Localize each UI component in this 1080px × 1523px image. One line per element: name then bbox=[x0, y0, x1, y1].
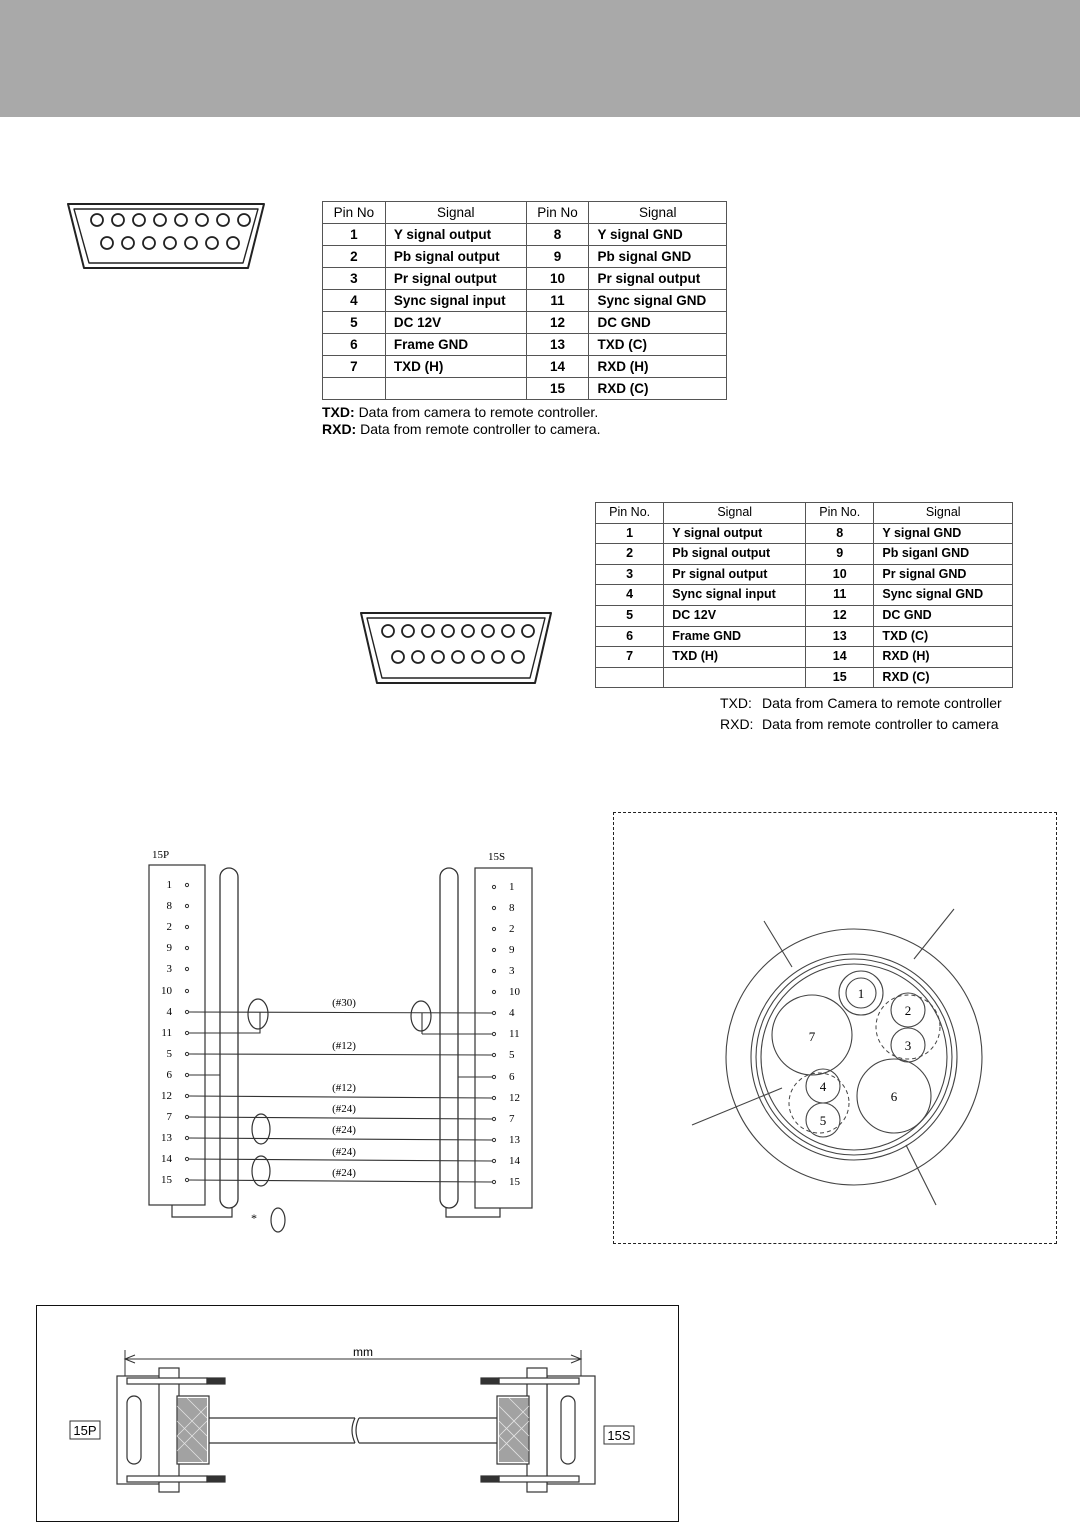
table-row bbox=[596, 605, 1013, 626]
col-header-signal: Signal bbox=[589, 202, 727, 224]
dsub-connector-middle bbox=[355, 607, 557, 689]
signal-cell: Pb siganl GND bbox=[874, 544, 1013, 565]
table-row bbox=[323, 378, 727, 400]
left-pin-label: 3 bbox=[166, 963, 172, 975]
conductor-label: 6 bbox=[890, 1089, 898, 1104]
table-row bbox=[596, 626, 1013, 647]
right-pin-label: 7 bbox=[509, 1113, 515, 1125]
signal-cell: TXD (C) bbox=[874, 626, 1013, 647]
right-plug bbox=[481, 1368, 595, 1492]
wiring-left-label: 15P bbox=[152, 849, 170, 861]
wiring-right-label: 15S bbox=[488, 851, 506, 863]
signal-cell: RXD (C) bbox=[874, 667, 1013, 688]
right-pin-label: 10 bbox=[509, 986, 520, 998]
left-pin-label: 1 bbox=[166, 879, 172, 891]
right-pin-label: 15 bbox=[509, 1176, 520, 1188]
pin-cell: 15 bbox=[526, 378, 589, 400]
wire-label: (#24) bbox=[332, 1167, 356, 1179]
signal-cell: Y signal GND bbox=[874, 523, 1013, 544]
header-band bbox=[0, 0, 1080, 117]
signal-cell: Sync signal input bbox=[385, 290, 526, 312]
pin-cell: 5 bbox=[596, 605, 664, 626]
col-header-signal: Signal bbox=[385, 202, 526, 224]
pin-cell: 10 bbox=[526, 268, 589, 290]
pin-cell: 2 bbox=[323, 246, 386, 268]
pin-table-1 bbox=[322, 201, 727, 400]
conductor-label: 2 bbox=[904, 1003, 912, 1018]
pin-cell: 4 bbox=[323, 290, 386, 312]
left-pin-label: 2 bbox=[166, 921, 172, 933]
pin-cell: 8 bbox=[806, 523, 874, 544]
left-pin-label: 8 bbox=[166, 900, 172, 912]
left-pin-label: 4 bbox=[166, 1006, 172, 1018]
table-row bbox=[323, 268, 727, 290]
right-pin-label: 2 bbox=[509, 923, 515, 935]
txd-label: TXD: bbox=[720, 695, 752, 711]
signal-cell: RXD (C) bbox=[589, 378, 727, 400]
pin-cell: 9 bbox=[526, 246, 589, 268]
col-header-pin: Pin No. bbox=[806, 503, 874, 524]
right-pin-label: 6 bbox=[509, 1071, 515, 1083]
left-pin-label: 11 bbox=[161, 1027, 172, 1039]
rxd-description: Data from remote controller to camera bbox=[762, 716, 999, 732]
signal-cell: Pb signal output bbox=[664, 544, 806, 565]
signal-cell: RXD (H) bbox=[589, 356, 727, 378]
pin-cell: 11 bbox=[526, 290, 589, 312]
pin-cell bbox=[323, 378, 386, 400]
table-row bbox=[596, 523, 1013, 544]
left-pin-label: 10 bbox=[161, 985, 172, 997]
table-row bbox=[596, 647, 1013, 668]
pin-cell: 9 bbox=[806, 544, 874, 565]
table-row bbox=[323, 224, 727, 246]
pin-cell: 1 bbox=[596, 523, 664, 544]
table-row bbox=[596, 585, 1013, 606]
pin-cell: 12 bbox=[806, 605, 874, 626]
signal-cell: Pb signal output bbox=[385, 246, 526, 268]
pin-cell: 3 bbox=[596, 564, 664, 585]
signal-cell: Frame GND bbox=[664, 626, 806, 647]
dsub-connector-top bbox=[62, 198, 270, 274]
right-pin-label: 14 bbox=[509, 1155, 520, 1167]
left-shield bbox=[220, 868, 238, 1208]
cable-assembly-drawing bbox=[37, 1306, 678, 1521]
pin-cell: 11 bbox=[806, 585, 874, 606]
pin-cell: 14 bbox=[806, 647, 874, 668]
pin-cell: 13 bbox=[526, 334, 589, 356]
left-pin-label: 9 bbox=[166, 942, 172, 954]
pin-cell: 3 bbox=[323, 268, 386, 290]
wiring-diagram bbox=[120, 840, 560, 1240]
wiring-footnote-marker: * bbox=[251, 1211, 257, 1225]
table2-notes bbox=[720, 693, 1002, 735]
right-shield bbox=[440, 868, 458, 1208]
left-pin-label: 5 bbox=[166, 1048, 172, 1060]
pin-cell: 10 bbox=[806, 564, 874, 585]
col-header-signal: Signal bbox=[664, 503, 806, 524]
cable-cross-section bbox=[614, 813, 1056, 1243]
rxd-description: Data from remote controller to camera. bbox=[360, 421, 601, 437]
table-row bbox=[323, 246, 727, 268]
left-plug bbox=[117, 1368, 225, 1492]
signal-cell: TXD (H) bbox=[385, 356, 526, 378]
signal-cell: DC GND bbox=[589, 312, 727, 334]
rxd-label: RXD: bbox=[322, 421, 357, 437]
conductor-label: 5 bbox=[819, 1113, 827, 1128]
txd-description: Data from Camera to remote controller bbox=[762, 695, 1002, 711]
right-connector-box bbox=[475, 868, 532, 1208]
pin-cell: 1 bbox=[323, 224, 386, 246]
table1-notes bbox=[322, 404, 601, 438]
right-pin-label: 8 bbox=[509, 902, 515, 914]
pin-cell: 6 bbox=[596, 626, 664, 647]
table-row bbox=[596, 667, 1013, 688]
pin-cell: 4 bbox=[596, 585, 664, 606]
dimension-label: mm bbox=[353, 1345, 373, 1359]
signal-cell: RXD (H) bbox=[874, 647, 1013, 668]
left-connector-box bbox=[149, 865, 205, 1205]
signal-cell: Frame GND bbox=[385, 334, 526, 356]
signal-cell: Pb signal GND bbox=[589, 246, 727, 268]
cable-left-label: 15P bbox=[73, 1423, 97, 1438]
signal-cell: Pr signal GND bbox=[874, 564, 1013, 585]
rxd-label: RXD: bbox=[720, 716, 754, 732]
conductor-label: 4 bbox=[819, 1079, 827, 1094]
signal-cell: TXD (C) bbox=[589, 334, 727, 356]
left-pin-label: 12 bbox=[161, 1090, 172, 1102]
left-pin-label: 13 bbox=[161, 1132, 172, 1144]
col-header-signal: Signal bbox=[874, 503, 1013, 524]
right-pin-label: 9 bbox=[509, 944, 515, 956]
pin-cell: 2 bbox=[596, 544, 664, 565]
signal-cell: Sync signal input bbox=[664, 585, 806, 606]
pin-cell bbox=[596, 667, 664, 688]
wire-label: (#30) bbox=[332, 997, 356, 1009]
conductor-label: 1 bbox=[857, 986, 865, 1001]
table-row bbox=[323, 334, 727, 356]
txd-description: Data from camera to remote controller. bbox=[358, 404, 599, 420]
txd-label: TXD: bbox=[322, 404, 355, 420]
signal-cell: Pr signal output bbox=[664, 564, 806, 585]
table-row bbox=[323, 290, 727, 312]
pin-cell: 7 bbox=[596, 647, 664, 668]
right-pin-label: 11 bbox=[509, 1028, 520, 1040]
right-pin-label: 3 bbox=[509, 965, 515, 977]
signal-cell: TXD (H) bbox=[664, 647, 806, 668]
wire-label: (#12) bbox=[332, 1040, 356, 1052]
signal-cell: Y signal output bbox=[664, 523, 806, 544]
signal-cell: Sync signal GND bbox=[589, 290, 727, 312]
right-pin-label: 13 bbox=[509, 1134, 520, 1146]
signal-cell: DC GND bbox=[874, 605, 1013, 626]
signal-cell: Y signal GND bbox=[589, 224, 727, 246]
pin-cell: 7 bbox=[323, 356, 386, 378]
right-pin-label: 1 bbox=[509, 881, 515, 893]
pin-cell: 13 bbox=[806, 626, 874, 647]
conductor-label: 3 bbox=[904, 1038, 912, 1053]
left-pin-label: 6 bbox=[166, 1069, 172, 1081]
col-header-pin: Pin No. bbox=[596, 503, 664, 524]
pin-table-2 bbox=[595, 502, 1013, 688]
table-row bbox=[596, 564, 1013, 585]
wire-label: (#12) bbox=[332, 1082, 356, 1094]
pin-cell: 6 bbox=[323, 334, 386, 356]
pin-cell: 14 bbox=[526, 356, 589, 378]
conductor-label: 7 bbox=[808, 1029, 816, 1044]
signal-cell bbox=[385, 378, 526, 400]
right-pin-label: 4 bbox=[509, 1007, 515, 1019]
signal-cell: Y signal output bbox=[385, 224, 526, 246]
pin-cell: 8 bbox=[526, 224, 589, 246]
right-pin-label: 5 bbox=[509, 1049, 515, 1061]
signal-cell bbox=[664, 667, 806, 688]
wire-label: (#24) bbox=[332, 1146, 356, 1158]
wire-label: (#24) bbox=[332, 1124, 356, 1136]
table-row bbox=[596, 544, 1013, 565]
pin-cell: 12 bbox=[526, 312, 589, 334]
signal-cell: DC 12V bbox=[385, 312, 526, 334]
left-pin-label: 14 bbox=[161, 1153, 172, 1165]
table-row bbox=[323, 312, 727, 334]
signal-cell: Pr signal output bbox=[589, 268, 727, 290]
wire-label: (#24) bbox=[332, 1103, 356, 1115]
cable-right-label: 15S bbox=[607, 1428, 631, 1443]
signal-cell: Sync signal GND bbox=[874, 585, 1013, 606]
left-pin-label: 15 bbox=[161, 1174, 172, 1186]
col-header-pin: Pin No bbox=[526, 202, 589, 224]
right-pin-label: 12 bbox=[509, 1092, 520, 1104]
signal-cell: Pr signal output bbox=[385, 268, 526, 290]
col-header-pin: Pin No bbox=[323, 202, 386, 224]
left-pin-label: 7 bbox=[166, 1111, 172, 1123]
pin-cell: 5 bbox=[323, 312, 386, 334]
pin-cell: 15 bbox=[806, 667, 874, 688]
table-row bbox=[323, 356, 727, 378]
signal-cell: DC 12V bbox=[664, 605, 806, 626]
